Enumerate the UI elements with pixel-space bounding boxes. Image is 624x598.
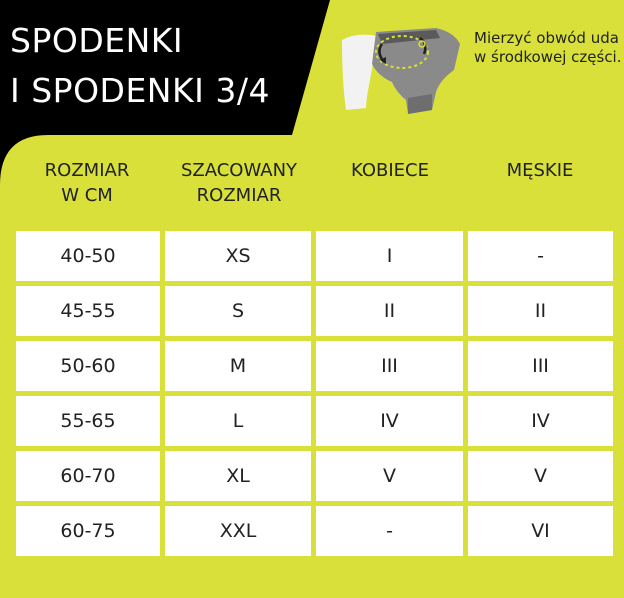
size-table [16, 231, 613, 561]
column-header-size-cm: ROZMIAR W CM [44, 160, 130, 206]
cell-estimated-size: XXL [165, 506, 311, 556]
table-row [16, 451, 613, 506]
cell-men: III [468, 341, 613, 391]
cell-men: II [468, 286, 613, 336]
cell-size-cm: 60-75 [16, 506, 160, 556]
measure-instruction: Mierzyć obwód uda w środkowej części. [474, 29, 622, 66]
cell-women: IV [316, 396, 463, 446]
title-line-2: I SPODENKI 3/4 [10, 71, 270, 110]
cell-men: V [468, 451, 613, 501]
cell-women: III [316, 341, 463, 391]
cell-women: - [316, 506, 463, 556]
cell-women: II [316, 286, 463, 336]
column-header-estimated-size: SZACOWANY ROZMIAR [180, 160, 298, 206]
cell-men: VI [468, 506, 613, 556]
cell-women: V [316, 451, 463, 501]
table-header [15, 158, 613, 218]
cell-size-cm: 55-65 [16, 396, 160, 446]
table-row [16, 286, 613, 341]
thigh-measurement-icon [336, 22, 466, 124]
cell-size-cm: 45-55 [16, 286, 160, 336]
cell-size-cm: 50-60 [16, 341, 160, 391]
cell-estimated-size: L [165, 396, 311, 446]
cell-estimated-size: XS [165, 231, 311, 281]
column-header-women: KOBIECE [351, 160, 429, 181]
column-header-men: MĘSKIE [506, 160, 574, 181]
cell-women: I [316, 231, 463, 281]
table-row [16, 506, 613, 561]
cell-size-cm: 40-50 [16, 231, 160, 281]
table-row [16, 341, 613, 396]
cell-size-cm: 60-70 [16, 451, 160, 501]
cell-estimated-size: S [165, 286, 311, 336]
cell-estimated-size: XL [165, 451, 311, 501]
page-title [10, 16, 270, 116]
cell-men: - [468, 231, 613, 281]
title-line-1: SPODENKI [10, 21, 184, 60]
cell-estimated-size: M [165, 341, 311, 391]
cell-men: IV [468, 396, 613, 446]
table-row [16, 396, 613, 451]
table-row [16, 231, 613, 286]
